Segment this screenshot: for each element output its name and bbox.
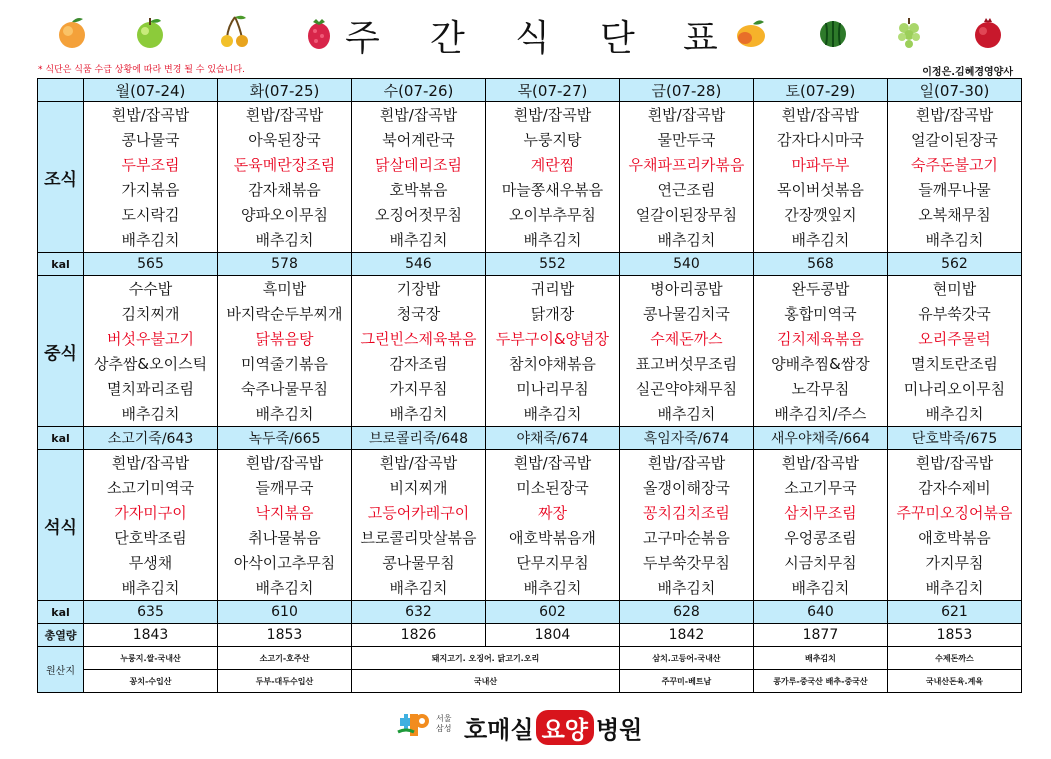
- watermelon-icon: [816, 14, 850, 50]
- menu-item: 흰밥/잡곡밥: [84, 102, 218, 128]
- menu-item: 배추김치: [485, 227, 619, 253]
- kal-value: 흑임자죽/674: [619, 427, 753, 450]
- menu-item: 애호박볶음: [887, 525, 1021, 550]
- kal-value: 640: [753, 601, 887, 624]
- meal-row: [38, 376, 1022, 401]
- menu-item: 감자다시마국: [753, 127, 887, 152]
- meal-row: [38, 351, 1022, 376]
- menu-item: 닭살데리조림: [351, 152, 485, 177]
- menu-item: 가자미구이: [84, 500, 218, 525]
- menu-item: 콩나물국: [84, 127, 218, 152]
- menu-item: 올갱이해장국: [619, 475, 753, 500]
- menu-item: 배추김치: [887, 401, 1021, 427]
- peach-icon: [55, 14, 89, 50]
- menu-item: 흰밥/잡곡밥: [887, 450, 1021, 476]
- kal-value: 546: [351, 253, 485, 276]
- menu-item: 들깨무나물: [887, 177, 1021, 202]
- menu-item: 흰밥/잡곡밥: [218, 102, 352, 128]
- kal-value: 562: [887, 253, 1021, 276]
- menu-item: 고등어카레구이: [351, 500, 485, 525]
- meal-row: [38, 326, 1022, 351]
- menu-item: 아욱된장국: [218, 127, 352, 152]
- mango-icon: [733, 14, 767, 50]
- meal-label: 조식: [38, 102, 84, 253]
- menu-item: 돈육메란장조림: [218, 152, 352, 177]
- menu-item: 오리주물럭: [887, 326, 1021, 351]
- logo-region-bottom: 삼성: [436, 724, 452, 733]
- origin-item: 국내산: [351, 670, 619, 693]
- hospital-name-part: 호매실: [464, 716, 534, 744]
- menu-item: 간장깻잎지: [753, 202, 887, 227]
- meal-label: 석식: [38, 450, 84, 601]
- title-char: 식: [515, 18, 550, 59]
- menu-item: 연근조림: [619, 177, 753, 202]
- menu-item: 물만두국: [619, 127, 753, 152]
- total-value: 1842: [619, 624, 753, 647]
- menu-item: 흰밥/잡곡밥: [351, 450, 485, 476]
- menu-item: 낙지볶음: [218, 500, 352, 525]
- menu-item: 흰밥/잡곡밥: [753, 102, 887, 128]
- origin-item: 두부-대두수입산: [218, 670, 352, 693]
- author-text: 이정은.김혜경영양사: [922, 67, 1013, 78]
- meal-row: [38, 575, 1022, 601]
- menu-item: 애호박볶음개: [485, 525, 619, 550]
- menu-item: 두부조림: [84, 152, 218, 177]
- origin-item: 삼치.고등어-국내산: [619, 647, 753, 670]
- day-header: 금(07-28): [619, 79, 753, 102]
- menu-item: 배추김치: [753, 575, 887, 601]
- meal-row: [38, 127, 1022, 152]
- menu-item: 귀리밥: [485, 276, 619, 302]
- meal-row: [38, 227, 1022, 253]
- origin-item: 주꾸미-베트남: [619, 670, 753, 693]
- hospital-logo-icon: [396, 710, 432, 740]
- hospital-logo: [396, 708, 706, 744]
- menu-item: 숙주돈불고기: [887, 152, 1021, 177]
- menu-item: 삼치무조림: [753, 500, 887, 525]
- menu-item: 수수밥: [84, 276, 218, 302]
- menu-item: 참치야채볶음: [485, 351, 619, 376]
- kal-row: [38, 601, 1022, 624]
- menu-item: 무생채: [84, 550, 218, 575]
- grape-icon: [893, 14, 927, 50]
- green-apple-icon: [133, 14, 167, 50]
- kal-value: 578: [218, 253, 352, 276]
- menu-item: 양파오이무침: [218, 202, 352, 227]
- kal-label: kal: [38, 427, 84, 450]
- kal-row: [38, 427, 1022, 450]
- menu-item: 배추김치: [351, 575, 485, 601]
- menu-item: 김치찌개: [84, 301, 218, 326]
- origin-row: [38, 670, 1022, 693]
- menu-item: 콩나물김치국: [619, 301, 753, 326]
- menu-item: 멸치꽈리조림: [84, 376, 218, 401]
- meal-row: [38, 550, 1022, 575]
- meal-row: [38, 102, 1022, 128]
- origin-item: 국내산돈육.계육: [887, 670, 1021, 693]
- meal-row: [38, 202, 1022, 227]
- page-header: [0, 0, 1051, 58]
- menu-item: 표고버섯무조림: [619, 351, 753, 376]
- menu-item: 배추김치: [619, 401, 753, 427]
- menu-item: 흰밥/잡곡밥: [351, 102, 485, 128]
- kal-value: 단호박죽/675: [887, 427, 1021, 450]
- menu-item: 마늘쫑새우볶음: [485, 177, 619, 202]
- menu-item: 소고기무국: [753, 475, 887, 500]
- kal-value: 녹두죽/665: [218, 427, 352, 450]
- total-label: 총열량: [38, 624, 84, 647]
- meal-row: [38, 500, 1022, 525]
- meal-row: [38, 401, 1022, 427]
- menu-item: 소고기미역국: [84, 475, 218, 500]
- menu-item: 청국장: [351, 301, 485, 326]
- menu-item: 미역줄기볶음: [218, 351, 352, 376]
- title-char: 주: [345, 18, 380, 59]
- menu-item: 배추김치: [218, 575, 352, 601]
- kal-value: 610: [218, 601, 352, 624]
- menu-item: 수제돈까스: [619, 326, 753, 351]
- menu-item: 배추김치: [485, 575, 619, 601]
- meal-row: [38, 525, 1022, 550]
- menu-item: 호박볶음: [351, 177, 485, 202]
- menu-item: 버섯우불고기: [84, 326, 218, 351]
- menu-item: 가지무침: [351, 376, 485, 401]
- kal-value: 야채죽/674: [485, 427, 619, 450]
- menu-item: 감자채볶음: [218, 177, 352, 202]
- title-char: 간: [430, 18, 465, 59]
- menu-item: 흰밥/잡곡밥: [887, 102, 1021, 128]
- origin-item: 수제돈까스: [887, 647, 1021, 670]
- menu-item: 가지볶음: [84, 177, 218, 202]
- day-header: 일(07-30): [887, 79, 1021, 102]
- origin-label: 원산지: [38, 647, 84, 693]
- menu-item: 비지찌개: [351, 475, 485, 500]
- origin-item: 콩가루-중국산 배추-중국산: [753, 670, 887, 693]
- kal-value: 621: [887, 601, 1021, 624]
- origin-item: 꽁치-수입산: [84, 670, 218, 693]
- menu-item: 배추김치: [84, 227, 218, 253]
- menu-item: 홍합미역국: [753, 301, 887, 326]
- menu-item: 숙주나물무침: [218, 376, 352, 401]
- menu-item: 닭볶음탕: [218, 326, 352, 351]
- menu-item: 배추김치: [84, 575, 218, 601]
- hospital-name-part: 병원: [595, 716, 643, 744]
- day-header: 토(07-29): [753, 79, 887, 102]
- logo-region-top: 서울: [436, 714, 452, 723]
- title-char: 표: [683, 18, 718, 59]
- total-value: 1877: [753, 624, 887, 647]
- menu-item: 얼갈이된장무침: [619, 202, 753, 227]
- menu-item: 누룽지탕: [485, 127, 619, 152]
- menu-item: 노각무침: [753, 376, 887, 401]
- menu-item: 우엉콩조림: [753, 525, 887, 550]
- menu-item: 흰밥/잡곡밥: [218, 450, 352, 476]
- menu-item: 두부구이&양념장: [485, 326, 619, 351]
- menu-item: 흰밥/잡곡밥: [619, 102, 753, 128]
- menu-item: 흰밥/잡곡밥: [84, 450, 218, 476]
- menu-item: 시금치무침: [753, 550, 887, 575]
- menu-item: 기장밥: [351, 276, 485, 302]
- kal-value: 602: [485, 601, 619, 624]
- kal-value: 새우야채죽/664: [753, 427, 887, 450]
- menu-item: 배추김치: [351, 401, 485, 427]
- menu-item: 양배추찜&쌈장: [753, 351, 887, 376]
- menu-item: 완두콩밥: [753, 276, 887, 302]
- menu-item: 오징어젓무침: [351, 202, 485, 227]
- menu-item: 오복채무침: [887, 202, 1021, 227]
- hospital-name-badge: 요양: [536, 710, 594, 745]
- kal-value: 628: [619, 601, 753, 624]
- menu-item: 아삭이고추무침: [218, 550, 352, 575]
- menu-item: 북어계란국: [351, 127, 485, 152]
- menu-item: 그린빈스제육볶음: [351, 326, 485, 351]
- menu-item: 닭개장: [485, 301, 619, 326]
- menu-item: 배추김치: [619, 575, 753, 601]
- menu-item: 배추김치: [619, 227, 753, 253]
- meal-row: [38, 177, 1022, 202]
- day-header: 화(07-25): [218, 79, 352, 102]
- raspberry-icon: [302, 14, 336, 50]
- notice-text: * 식단은 식품 수급 상황에 따라 변경 될 수 있습니다.: [38, 65, 245, 75]
- menu-item: 콩나물무침: [351, 550, 485, 575]
- menu-item: 실곤약야채무침: [619, 376, 753, 401]
- origin-item: 돼지고기. 오징어. 닭고기.오리: [351, 647, 619, 670]
- menu-item: 바지락순두부찌개: [218, 301, 352, 326]
- menu-item: 유부쑥갓국: [887, 301, 1021, 326]
- menu-item: 배추김치: [351, 227, 485, 253]
- kal-value: 568: [753, 253, 887, 276]
- kal-label: kal: [38, 253, 84, 276]
- kal-value: 552: [485, 253, 619, 276]
- menu-item: 계란찜: [485, 152, 619, 177]
- kal-value: 브로콜리죽/648: [351, 427, 485, 450]
- meal-row: [38, 276, 1022, 302]
- title-char: 단: [600, 18, 635, 59]
- menu-item: 흰밥/잡곡밥: [753, 450, 887, 476]
- menu-item: 우채파프리카볶음: [619, 152, 753, 177]
- origin-row: [38, 647, 1022, 670]
- total-value: 1826: [351, 624, 485, 647]
- menu-item: 흑미밥: [218, 276, 352, 302]
- meal-row: [38, 475, 1022, 500]
- menu-item: 미나리오이무침: [887, 376, 1021, 401]
- corner-cell: [38, 79, 84, 102]
- menu-item: 흰밥/잡곡밥: [485, 102, 619, 128]
- total-row: [38, 624, 1022, 647]
- menu-item: 병아리콩밥: [619, 276, 753, 302]
- menu-item: 마파두부: [753, 152, 887, 177]
- menu-item: 멸치토란조림: [887, 351, 1021, 376]
- pomegranate-icon: [971, 14, 1005, 50]
- menu-item: 가지무침: [887, 550, 1021, 575]
- meal-row: [38, 301, 1022, 326]
- origin-item: 소고기-호주산: [218, 647, 352, 670]
- menu-item: 상추쌈&오이스틱: [84, 351, 218, 376]
- menu-item: 배추김치: [84, 401, 218, 427]
- menu-item: 도시락김: [84, 202, 218, 227]
- total-value: 1843: [84, 624, 218, 647]
- hospital-name: [464, 710, 642, 745]
- weekly-menu-table: [37, 78, 1022, 693]
- menu-item: 두부쑥갓무침: [619, 550, 753, 575]
- menu-item: 단호박조림: [84, 525, 218, 550]
- menu-item: 현미밥: [887, 276, 1021, 302]
- menu-item: 김치제육볶음: [753, 326, 887, 351]
- menu-item: 미나리무침: [485, 376, 619, 401]
- menu-item: 감자조림: [351, 351, 485, 376]
- meal-row: [38, 152, 1022, 177]
- day-header: 목(07-27): [485, 79, 619, 102]
- day-header: 월(07-24): [84, 79, 218, 102]
- menu-item: 꽁치김치조림: [619, 500, 753, 525]
- menu-item: 얼갈이된장국: [887, 127, 1021, 152]
- kal-label: kal: [38, 601, 84, 624]
- origin-item: 누룽지.쌀-국내산: [84, 647, 218, 670]
- meal-row: [38, 450, 1022, 476]
- menu-item: 감자수제비: [887, 475, 1021, 500]
- menu-item: 짜장: [485, 500, 619, 525]
- menu-item: 배추김치: [753, 227, 887, 253]
- total-value: 1853: [218, 624, 352, 647]
- menu-item: 단무지무침: [485, 550, 619, 575]
- menu-item: 배추김치: [218, 401, 352, 427]
- menu-item: 배추김치/주스: [753, 401, 887, 427]
- menu-item: 취나물볶음: [218, 525, 352, 550]
- kal-value: 632: [351, 601, 485, 624]
- menu-item: 흰밥/잡곡밥: [485, 450, 619, 476]
- day-header-row: [38, 79, 1022, 102]
- menu-item: 들깨무국: [218, 475, 352, 500]
- menu-item: 오이부추무침: [485, 202, 619, 227]
- meal-label: 중식: [38, 276, 84, 427]
- origin-item: 배추김치: [753, 647, 887, 670]
- menu-item: 배추김치: [485, 401, 619, 427]
- menu-item: 주꾸미오징어볶음: [887, 500, 1021, 525]
- kal-value: 소고기죽/643: [84, 427, 218, 450]
- menu-item: 목이버섯볶음: [753, 177, 887, 202]
- menu-item: 브로콜리맛살볶음: [351, 525, 485, 550]
- menu-item: 흰밥/잡곡밥: [619, 450, 753, 476]
- kal-row: [38, 253, 1022, 276]
- menu-item: 배추김치: [218, 227, 352, 253]
- logo-region: [436, 714, 451, 734]
- kal-value: 540: [619, 253, 753, 276]
- total-value: 1804: [485, 624, 619, 647]
- day-header: 수(07-26): [351, 79, 485, 102]
- kal-value: 635: [84, 601, 218, 624]
- menu-item: 배추김치: [887, 575, 1021, 601]
- menu-item: 고구마순볶음: [619, 525, 753, 550]
- kal-value: 565: [84, 253, 218, 276]
- cherry-icon: [218, 14, 252, 50]
- total-value: 1853: [887, 624, 1021, 647]
- menu-item: 미소된장국: [485, 475, 619, 500]
- menu-item: 배추김치: [887, 227, 1021, 253]
